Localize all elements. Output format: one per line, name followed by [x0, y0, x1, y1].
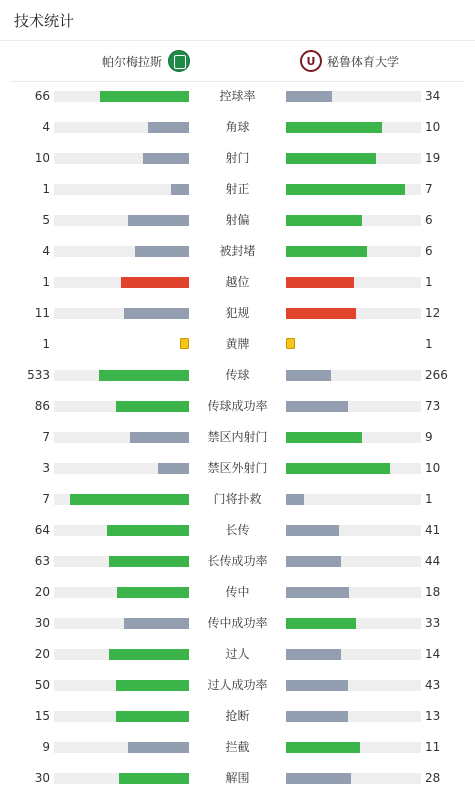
- stat-label: 射门: [225, 151, 250, 165]
- away-stat-bar: [286, 277, 354, 288]
- home-stat-value: 5: [42, 213, 50, 227]
- stat-label: 抢断: [225, 709, 250, 723]
- stat-row: [0, 267, 475, 298]
- home-stat-track: [54, 432, 189, 443]
- home-stat-value: 11: [34, 306, 50, 320]
- universitario-crest-icon: U: [300, 50, 322, 72]
- home-stat-value: 7: [42, 492, 50, 506]
- away-stat-value: 13: [425, 709, 441, 723]
- home-stat-bar: [171, 184, 189, 195]
- home-stat-bar: [109, 649, 189, 660]
- palmeiras-crest-icon: [168, 50, 190, 72]
- stat-label: 长传: [225, 523, 250, 537]
- stat-row: [0, 360, 475, 391]
- away-stat-bar: [286, 463, 390, 474]
- away-stat-bar: [286, 525, 339, 536]
- away-stat-value: 28: [425, 771, 441, 785]
- stat-row: [0, 701, 475, 732]
- home-stat-bar: [143, 153, 189, 164]
- stat-label: 传中成功率: [207, 616, 268, 630]
- away-stat-track: [286, 184, 421, 195]
- stat-label: 禁区外射门: [207, 461, 268, 475]
- away-stat-bar: [286, 401, 348, 412]
- away-stat-value: 6: [425, 213, 433, 227]
- stat-label: 解围: [225, 771, 250, 785]
- home-stat-value: 533: [27, 368, 50, 382]
- stat-row: [0, 515, 475, 546]
- page-title: 技术统计: [14, 12, 75, 30]
- away-stat-track: [286, 618, 421, 629]
- home-stat-value: 66: [34, 89, 50, 103]
- home-stat-value: 10: [34, 151, 50, 165]
- stat-row: [0, 763, 475, 794]
- away-stat-track: [286, 308, 421, 319]
- away-team-name: 秘鲁体育大学: [327, 54, 400, 69]
- stat-row: [0, 670, 475, 701]
- stat-row: [0, 639, 475, 670]
- stat-label: 传球成功率: [207, 399, 268, 413]
- home-stat-track: [54, 153, 189, 164]
- away-stat-track: [286, 122, 421, 133]
- away-stat-track: [286, 401, 421, 412]
- stat-row: [0, 329, 475, 360]
- away-stat-track: [286, 742, 421, 753]
- away-stat-bar: [286, 742, 360, 753]
- home-stat-bar: [70, 494, 189, 505]
- away-stat-value: 12: [425, 306, 441, 320]
- home-stat-track: [54, 91, 189, 102]
- home-team-name: 帕尔梅拉斯: [102, 54, 163, 69]
- away-stat-value: 73: [425, 399, 441, 413]
- home-stat-value: 30: [34, 771, 50, 785]
- stat-label: 射正: [225, 182, 250, 196]
- home-stat-bar: [128, 742, 189, 753]
- home-stat-value: 20: [34, 647, 50, 661]
- home-stat-value: 63: [34, 554, 50, 568]
- away-stat-bar: [286, 91, 332, 102]
- stat-row: [0, 484, 475, 515]
- home-stat-bar: [130, 432, 189, 443]
- home-stat-track: [54, 525, 189, 536]
- away-stat-track: [286, 525, 421, 536]
- stat-label: 禁区内射门: [207, 430, 268, 444]
- home-stat-track: [54, 122, 189, 133]
- home-stat-track: [54, 711, 189, 722]
- away-stat-value: 10: [425, 461, 441, 475]
- home-stat-bar: [148, 122, 189, 133]
- home-stat-bar: [124, 308, 189, 319]
- home-stat-value: 50: [34, 678, 50, 692]
- home-stat-track: [54, 587, 189, 598]
- stat-row: [0, 422, 475, 453]
- away-stat-bar: [286, 246, 367, 257]
- away-stat-bar: [286, 556, 341, 567]
- yellow-card-icon: [286, 338, 295, 349]
- away-stat-track: [286, 246, 421, 257]
- stat-row: [0, 143, 475, 174]
- home-stat-bar: [158, 463, 189, 474]
- home-stat-value: 4: [42, 120, 50, 134]
- stat-row: [0, 577, 475, 608]
- away-stat-value: 1: [425, 337, 433, 351]
- header-bar: [0, 0, 475, 41]
- away-stat-value: 14: [425, 647, 441, 661]
- home-stat-track: [54, 680, 189, 691]
- away-stat-track: [286, 556, 421, 567]
- stat-row: [0, 391, 475, 422]
- away-stat-track: [286, 339, 421, 350]
- home-stat-bar: [100, 91, 189, 102]
- away-stat-value: 18: [425, 585, 441, 599]
- away-stat-bar: [286, 432, 362, 443]
- stat-label: 长传成功率: [207, 554, 268, 568]
- away-stat-track: [286, 463, 421, 474]
- away-stat-value: 44: [425, 554, 441, 568]
- away-stat-track: [286, 370, 421, 381]
- yellow-card-icon: [180, 338, 189, 349]
- away-stat-value: 266: [425, 368, 448, 382]
- home-stat-bar: [117, 587, 189, 598]
- home-stat-value: 64: [34, 523, 50, 537]
- away-stat-value: 9: [425, 430, 433, 444]
- away-stat-track: [286, 587, 421, 598]
- stat-row: [0, 81, 475, 112]
- home-stat-bar: [135, 246, 189, 257]
- stat-label: 传中: [225, 585, 250, 599]
- stat-row: [0, 205, 475, 236]
- stat-row: [0, 732, 475, 763]
- away-team: [300, 41, 399, 81]
- team-header: [10, 41, 465, 82]
- home-stat-bar: [109, 556, 189, 567]
- home-stat-track: [54, 742, 189, 753]
- away-stat-value: 41: [425, 523, 441, 537]
- away-stat-track: [286, 711, 421, 722]
- away-stat-bar: [286, 711, 348, 722]
- away-stat-bar: [286, 153, 376, 164]
- home-stat-value: 3: [42, 461, 50, 475]
- stat-row: [0, 453, 475, 484]
- away-stat-bar: [286, 494, 304, 505]
- stat-label: 拦截: [225, 740, 250, 754]
- away-stat-track: [286, 649, 421, 660]
- stats-list: [0, 81, 475, 794]
- away-stat-bar: [286, 618, 356, 629]
- away-stat-bar: [286, 370, 331, 381]
- home-stat-track: [54, 246, 189, 257]
- home-stat-track: [54, 277, 189, 288]
- away-stat-value: 6: [425, 244, 433, 258]
- away-stat-value: 7: [425, 182, 433, 196]
- away-stat-track: [286, 277, 421, 288]
- home-stat-track: [54, 618, 189, 629]
- away-stat-bar: [286, 122, 382, 133]
- home-stat-track: [54, 556, 189, 567]
- home-stat-track: [54, 463, 189, 474]
- away-stat-bar: [286, 680, 348, 691]
- away-stat-value: 43: [425, 678, 441, 692]
- home-stat-track: [54, 401, 189, 412]
- home-stat-bar: [119, 773, 189, 784]
- away-stat-track: [286, 494, 421, 505]
- stat-label: 传球: [225, 368, 250, 382]
- home-stat-track: [54, 773, 189, 784]
- home-stat-bar: [128, 215, 189, 226]
- away-stat-bar: [286, 184, 405, 195]
- away-stat-value: 33: [425, 616, 441, 630]
- home-stat-bar: [116, 711, 189, 722]
- home-stat-value: 9: [42, 740, 50, 754]
- home-team: [102, 41, 190, 81]
- home-stat-value: 1: [42, 337, 50, 351]
- away-stat-value: 19: [425, 151, 441, 165]
- away-stat-bar: [286, 587, 349, 598]
- home-stat-track: [54, 370, 189, 381]
- away-stat-track: [286, 153, 421, 164]
- away-stat-track: [286, 773, 421, 784]
- stat-row: [0, 608, 475, 639]
- home-stat-track: [54, 184, 189, 195]
- home-stat-track: [54, 339, 189, 350]
- home-stat-value: 86: [34, 399, 50, 413]
- away-stat-track: [286, 215, 421, 226]
- stat-label: 黄牌: [225, 337, 250, 351]
- stat-label: 射偏: [225, 213, 250, 227]
- away-stat-value: 10: [425, 120, 441, 134]
- home-stat-bar: [107, 525, 189, 536]
- stat-label: 门将扑救: [213, 492, 262, 506]
- home-stat-bar: [124, 618, 189, 629]
- home-stat-bar: [99, 370, 189, 381]
- stat-row: [0, 546, 475, 577]
- home-stat-bar: [116, 401, 189, 412]
- home-stat-value: 15: [34, 709, 50, 723]
- home-stat-track: [54, 494, 189, 505]
- home-stat-track: [54, 308, 189, 319]
- stat-label: 过人: [225, 647, 250, 661]
- away-stat-value: 34: [425, 89, 441, 103]
- stat-label: 被封堵: [219, 244, 256, 258]
- home-stat-bar: [116, 680, 189, 691]
- stat-label: 越位: [225, 275, 250, 289]
- away-stat-track: [286, 91, 421, 102]
- away-stat-bar: [286, 215, 362, 226]
- home-stat-value: 1: [42, 182, 50, 196]
- away-stat-bar: [286, 649, 341, 660]
- home-stat-value: 7: [42, 430, 50, 444]
- away-stat-bar: [286, 773, 351, 784]
- home-stat-track: [54, 649, 189, 660]
- away-stat-track: [286, 680, 421, 691]
- stat-label: 过人成功率: [207, 678, 268, 692]
- stat-row: [0, 236, 475, 267]
- away-stat-value: 1: [425, 492, 433, 506]
- home-stat-bar: [121, 277, 189, 288]
- stat-label: 犯规: [225, 306, 250, 320]
- away-stat-bar: [286, 308, 356, 319]
- stat-row: [0, 174, 475, 205]
- home-stat-value: 30: [34, 616, 50, 630]
- away-stat-value: 11: [425, 740, 441, 754]
- stat-label: 角球: [225, 120, 250, 134]
- away-stat-value: 1: [425, 275, 433, 289]
- home-stat-value: 4: [42, 244, 50, 258]
- stat-row: [0, 298, 475, 329]
- home-stat-value: 1: [42, 275, 50, 289]
- home-stat-value: 20: [34, 585, 50, 599]
- home-stat-track: [54, 215, 189, 226]
- stat-row: [0, 112, 475, 143]
- stat-label: 控球率: [219, 89, 256, 103]
- away-stat-track: [286, 432, 421, 443]
